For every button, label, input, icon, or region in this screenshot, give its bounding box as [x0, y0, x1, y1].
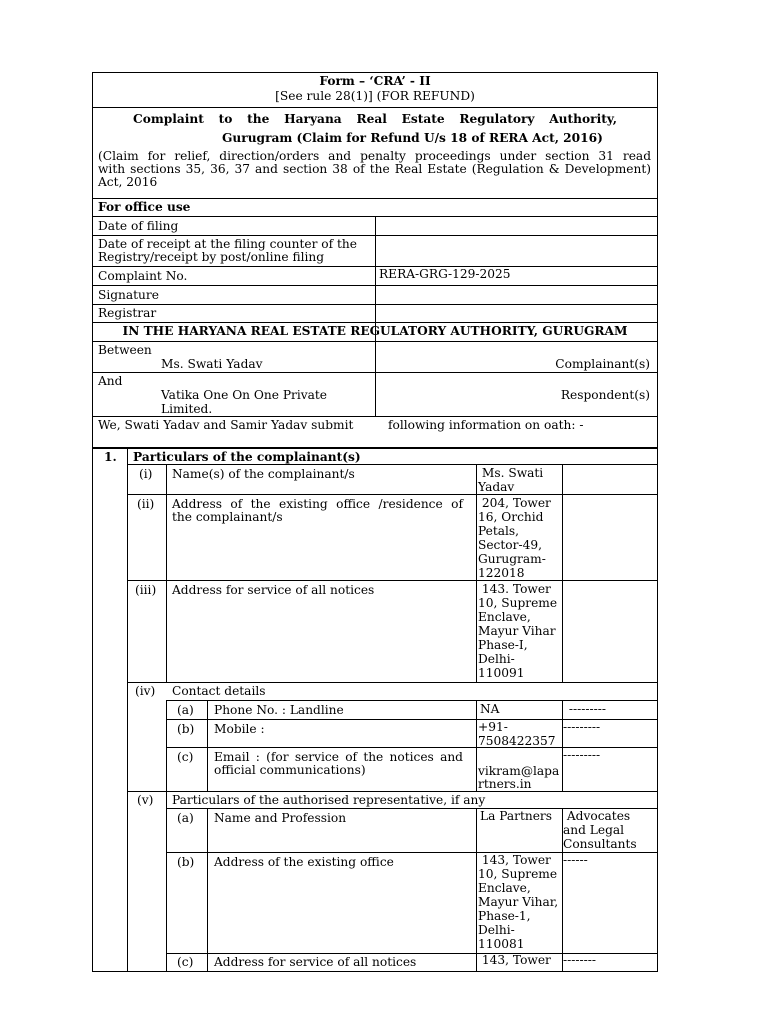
item-iv-a-extra: ---------	[565, 702, 606, 716]
item-v-a-extra-line: Advocates	[563, 809, 631, 823]
and-label: And	[98, 374, 123, 388]
section-border-right	[657, 448, 658, 972]
value-divider	[476, 808, 477, 972]
item-iii-label: Address for service of all notices	[172, 583, 375, 597]
item-ii-value-line: 122018	[478, 566, 525, 580]
item-iii-value-line: Delhi-	[478, 652, 515, 666]
registrar-label: Registrar	[98, 306, 157, 320]
date-of-filing-label: Date of filing	[98, 219, 179, 233]
item-iii-value-line: 110091	[478, 666, 525, 680]
item-iv-b-num: (b)	[177, 722, 195, 736]
complaint-title-line2: Gurugram (Claim for Refund U/s 18 of RERA Act, 2016)	[222, 131, 603, 145]
item-v-a-extra-line: and Legal	[563, 823, 625, 837]
item-iv-b-value-line: 7508422357	[478, 734, 556, 748]
respondent-name-line1: Vatika One On One Private	[161, 388, 328, 402]
form-title: Form – ‘CRA’ - II	[319, 74, 431, 88]
subsub-divider	[166, 700, 167, 791]
respondent-role: Respondent(s)	[560, 388, 650, 402]
item-v-b-label: Address of the existing office	[214, 855, 394, 869]
value-divider	[476, 700, 477, 791]
item-v-c-value: 143, Tower	[478, 953, 551, 967]
item-iv-c-label-line2: official communications)	[214, 763, 366, 777]
item-v-b-num: (b)	[177, 855, 195, 869]
item-v-a-extra-line: Consultants	[563, 837, 637, 851]
item-v-b-value-line: Enclave,	[478, 881, 531, 895]
item-i-label: Name(s) of the complainant/s	[172, 467, 355, 481]
oath-text-left: We, Swati Yadav and Samir Yadav submit	[98, 418, 354, 432]
item-v-num: (v)	[137, 793, 154, 807]
divider	[127, 464, 658, 465]
office-use-heading: For office use	[98, 200, 191, 214]
date-receipt-label-line1: Date of receipt at the filing counter of the	[98, 237, 357, 251]
item-v-b-value-line: 10, Supreme	[478, 867, 558, 881]
item-iv-c-num: (c)	[177, 750, 194, 764]
item-ii-value-line: 16, Orchid	[478, 510, 544, 524]
item-iv-b-extra: ---------	[563, 720, 601, 734]
item-v-a-num: (a)	[177, 811, 194, 825]
divider	[127, 791, 658, 792]
item-iv-label: Contact details	[172, 684, 266, 698]
section-num-divider	[127, 448, 128, 972]
item-iv-b-label: Mobile :	[214, 722, 265, 736]
value-divider	[476, 464, 477, 682]
item-v-b-value-line: Mayur Vihar,	[478, 895, 559, 909]
item-iii-num: (iii)	[135, 583, 157, 597]
item-v-b-value-line: 110081	[478, 937, 525, 951]
divider	[127, 494, 658, 495]
item-iv-num: (iv)	[135, 684, 156, 698]
item-v-a-label: Name and Profession	[214, 811, 347, 825]
oath-text-right: following information on oath: -	[388, 418, 584, 432]
item-iv-c-label-line1: Email : (for service of the notices and	[214, 750, 463, 764]
subnum-divider	[166, 464, 167, 682]
section-title: Particulars of the complainant(s)	[133, 450, 361, 464]
item-iv-c-extra: ---------	[563, 748, 601, 762]
item-v-c-extra: --------	[563, 953, 596, 967]
item-iv-a-label: Phone No. : Landline	[214, 703, 344, 717]
date-receipt-label-line2: Registry/receipt by post/online filing	[98, 250, 325, 264]
column-divider	[375, 216, 376, 341]
divider	[92, 107, 658, 108]
section-border-left	[92, 448, 93, 972]
subsub-label-divider	[207, 700, 208, 791]
item-iii-value-line: Enclave,	[478, 610, 531, 624]
item-v-label: Particulars of the authorised representative, if any	[172, 793, 486, 807]
item-iv-c-value-line: vikram@lapa	[478, 764, 560, 778]
item-iv-a-value: NA	[480, 702, 500, 716]
item-i-value-line: Ms. Swati	[478, 466, 544, 480]
divider	[92, 416, 658, 417]
divider	[127, 580, 658, 581]
complaint-no-value: RERA-GRG-129-2025	[379, 267, 511, 281]
divider	[166, 700, 658, 701]
item-ii-value-line: Petals,	[478, 524, 520, 538]
item-v-b-value-line: 143, Tower	[478, 853, 551, 867]
divider	[127, 682, 658, 683]
item-iii-value-line: Phase-I,	[478, 638, 528, 652]
item-v-c-num: (c)	[177, 955, 194, 969]
respondent-name-line2: Limited.	[161, 402, 213, 416]
section-number: 1.	[104, 450, 117, 464]
item-iii-value-line: 10, Supreme	[478, 596, 558, 610]
complaint-title-line1: Complaint to the Haryana Real Estate Regulatory Authority,	[133, 112, 617, 126]
item-iv-b-value-line: +91-	[478, 720, 508, 734]
extra-divider	[562, 700, 563, 791]
extra-divider	[562, 464, 563, 682]
complainant-name: Ms. Swati Yadav	[161, 357, 263, 371]
item-iv-c-value-line: rtners.in	[478, 777, 532, 791]
item-ii-label-line2: the complainant/s	[172, 510, 283, 524]
complainant-role: Complainant(s)	[555, 357, 650, 371]
divider	[92, 971, 658, 972]
item-ii-label-line1: Address of the existing office /residence of	[172, 497, 463, 511]
item-v-b-value-line: Delhi-	[478, 923, 515, 937]
item-i-num: (i)	[139, 467, 153, 481]
signature-label: Signature	[98, 288, 159, 302]
subnum-divider	[166, 791, 167, 972]
item-ii-value-line: 204, Tower	[478, 496, 551, 510]
item-iv-a-num: (a)	[177, 703, 194, 717]
item-ii-value-line: Sector-49,	[478, 538, 542, 552]
item-v-a-value: La Partners	[480, 809, 553, 823]
item-v-c-label: Address for service of all notices	[214, 955, 417, 969]
divider	[92, 198, 658, 199]
item-v-b-value-line: Phase-1,	[478, 909, 531, 923]
item-ii-value-line: Gurugram-	[478, 552, 546, 566]
claim-text-line2: with sections 35, 36, 37 and section 38 of the Real Estate (Regulation & Development)	[98, 162, 651, 176]
item-ii-num: (ii)	[137, 497, 155, 511]
item-i-value-line: Yadav	[478, 480, 515, 494]
see-rule: [See rule 28(1)] (FOR REFUND)	[275, 89, 475, 103]
complaint-no-label: Complaint No.	[98, 269, 188, 283]
claim-text-line3: Act, 2016	[98, 175, 158, 189]
item-iii-value-line: Mayur Vihar	[478, 624, 556, 638]
item-v-b-extra: ------	[563, 853, 588, 867]
item-iii-value-line: 143. Tower	[478, 582, 551, 596]
between-label: Between	[98, 343, 152, 357]
authority-heading: IN THE HARYANA REAL ESTATE REGULATORY AUTHORITY, GURUGRAM	[122, 324, 628, 338]
column-divider	[375, 341, 376, 416]
subsub-label-divider	[207, 808, 208, 972]
claim-text-line1: (Claim for relief, direction/orders and penalty proceedings under section 31 read	[98, 149, 651, 163]
divider	[92, 448, 658, 449]
